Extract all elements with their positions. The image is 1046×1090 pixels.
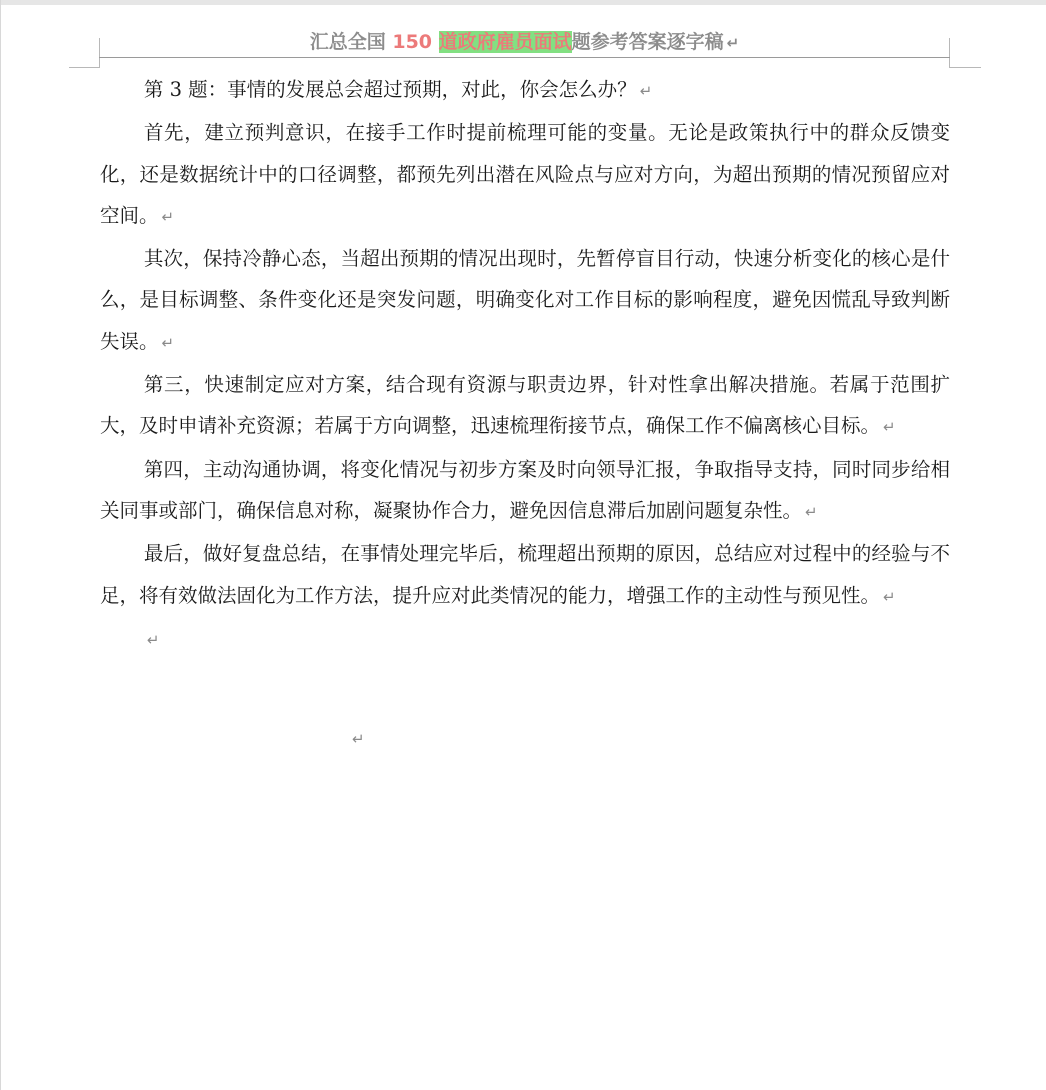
paragraph-mark-icon: ↵ xyxy=(883,587,896,606)
paragraph-mark-icon: ↵ xyxy=(726,34,740,52)
page-header[interactable] xyxy=(99,29,950,57)
paragraph-mark-icon: ↵ xyxy=(352,730,365,748)
paragraph-mark-icon: ↵ xyxy=(161,333,175,352)
header-highlighted-text: 道政府雇员面试 xyxy=(438,31,572,53)
empty-paragraph[interactable] xyxy=(100,618,950,659)
answer-paragraph-5[interactable] xyxy=(100,533,950,618)
paragraph-mark-icon: ↵ xyxy=(161,207,175,226)
document-body[interactable] xyxy=(100,69,950,659)
page-top-edge xyxy=(0,0,1046,5)
paragraph-text: 第三，快速制定应对方案，结合现有资源与职责边界，针对性拿出解决措施。若属于范围扩大，及时申请补充资源；若属于方向调整，迅速梳理衔接节点，确保工作不偏离核心目标。 xyxy=(100,373,950,438)
answer-paragraph-4[interactable] xyxy=(100,449,950,534)
header-suffix: 题参考答案逐字稿 xyxy=(571,31,724,53)
answer-paragraph-1[interactable] xyxy=(100,112,950,238)
answer-paragraph-3[interactable] xyxy=(100,364,950,449)
paragraph-text: 第四，主动沟通协调，将变化情况与初步方案及时向领导汇报，争取指导支持，同时同步给相关同事或部门，确保信息对称，凝聚协作合力，避免因信息滞后加剧问题复杂性。 xyxy=(100,457,950,522)
question-text: 第 3 题：事情的发展总会超过预期，对此，你会怎么办？ xyxy=(143,78,637,101)
paragraph-mark-icon: ↵ xyxy=(639,82,653,100)
paragraph-mark-icon: ↵ xyxy=(146,630,160,649)
header-prefix: 汇总全国 xyxy=(309,31,386,53)
question-paragraph[interactable] xyxy=(100,69,950,112)
crop-mark-left-horizontal xyxy=(69,67,100,68)
paragraph-mark-icon: ↵ xyxy=(805,502,818,521)
crop-mark-right-horizontal xyxy=(949,67,981,68)
answer-paragraph-2[interactable] xyxy=(100,238,950,364)
paragraph-text: 最后，做好复盘总结，在事情处理完毕后，梳理超出预期的原因，总结应对过程中的经验与不足，将有效做法固化为工作方法，提升应对此类情况的能力，增强工作的主动性与预见性。 xyxy=(100,542,950,607)
page-left-edge xyxy=(0,0,1,1090)
paragraph-mark-icon: ↵ xyxy=(883,418,896,437)
paragraph-text: 其次，保持冷静心态，当超出预期的情况出现时，先暂停盲目行动，快速分析变化的核心是什么，是目标调整、条件变化还是突发问题，明确变化对工作目标的影响程度，避免因慌乱导致判断失误。 xyxy=(100,247,950,353)
paragraph-text: 首先，建立预判意识，在接手工作时提前梳理可能的变量。无论是政策执行中的群众反馈变化，还是数据统计中的口径调整，都预先列出潜在风险点与应对方向，为超出预期的情况预留应对空间。 xyxy=(100,121,950,227)
header-rule xyxy=(99,57,950,58)
header-number: 150 xyxy=(385,31,439,53)
